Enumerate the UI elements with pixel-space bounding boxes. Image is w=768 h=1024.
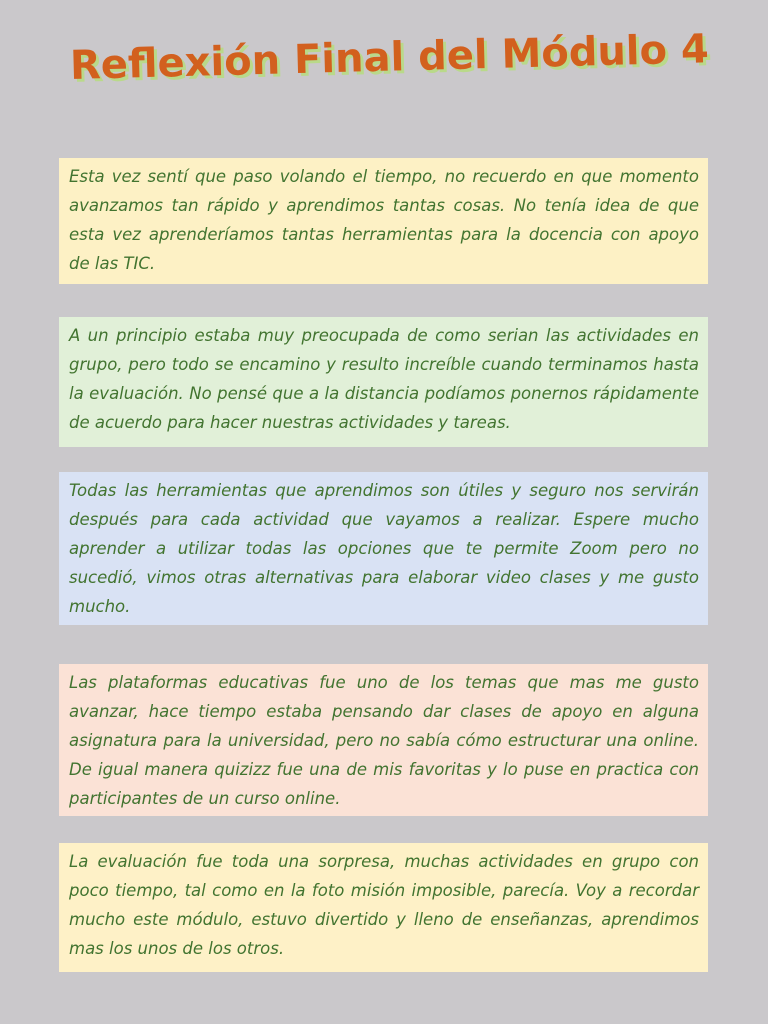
page-title: Reflexión Final del Módulo 4 [69, 26, 710, 89]
reflection-text-2: A un principio estaba muy preocupada de como serian las actividades en grupo, pero todo se encamino y resulto increíble cuando terminamos hasta la evaluación. No pensé que a la distancia podíamos ponernos rápidamente de acuerdo para hacer nuestras actividades y tareas. [69, 326, 699, 432]
reflection-text-5: La evaluación fue toda una sorpresa, muchas actividades en grupo con poco tiempo, tal como en la foto misión imposible, parecía. Voy a recordar mucho este módulo, estuvo divertido y lleno de enseñanzas, aprendimos mas los unos de los otros. [69, 852, 699, 958]
reflection-card-2 [59, 317, 708, 447]
reflection-card-5 [59, 843, 708, 972]
reflection-card-4 [59, 664, 708, 816]
reflection-text-3: Todas las herramientas que aprendimos son útiles y seguro nos servirán después para cada actividad que vayamos a realizar. Espere mucho aprender a utilizar todas las opciones que te permite Zoom pero no sucedió, vimos otras alternativas para elaborar video clases y me gusto mucho. [69, 481, 699, 616]
reflection-text-4: Las plataformas educativas fue uno de los temas que mas me gusto avanzar, hace tiempo estaba pensando dar clases de apoyo en alguna asignatura para la universidad, pero no sabía cómo estructurar una online. De igual manera quizizz fue una de mis favoritas y lo puse en practica con participantes de un curso online. [69, 673, 699, 808]
reflection-text-1: Esta vez sentí que paso volando el tiempo, no recuerdo en que momento avanzamos tan rápido y aprendimos tantas cosas. No tenía idea de que esta vez aprenderíamos tantas herramientas para la docencia con apoyo de las TIC. [69, 167, 699, 273]
reflection-card-3 [59, 472, 708, 625]
reflection-card-1 [59, 158, 708, 284]
